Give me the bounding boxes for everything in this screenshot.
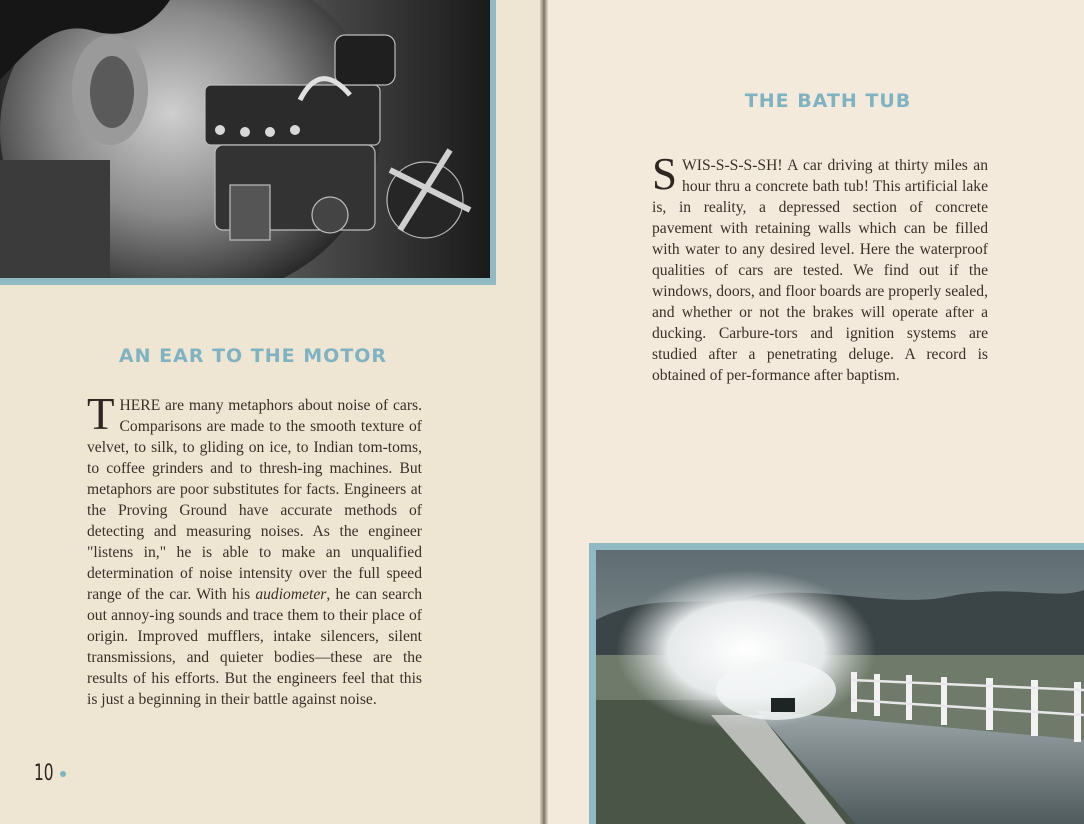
engine-listening-photo: [0, 0, 490, 278]
left-page: [0, 0, 540, 824]
right-heading: THE BATH TUB: [744, 90, 912, 112]
left-heading: AN EAR TO THE MOTOR: [118, 345, 388, 367]
page-number: 10: [34, 761, 54, 786]
right-body-content: WIS-S-S-S-SH! A car driving at thirty miles an hour thru a concrete bath tub! This artificial lake is, in reality, a depressed section of concrete pavement with retaining walls which can be filled with water to any desired level. Here the waterproof qualities of cars are tested. We find out if the windows, doors, and floor boards are properly sealed, and whether or not the brakes will operate after a ducking. Carbure-tors and ignition systems are studied after a penetrating deluge. A record is obtained of per-formance after baptism.: [652, 157, 988, 384]
left-body-italic: audiometer: [255, 586, 327, 603]
left-dropcap: T: [87, 389, 115, 439]
left-body-part2: , he can search out annoy-ing sounds and trace them to their place of origin. Improved mufflers, intake silencers, silent transmissions, and quieter bodies—these are the results of his efforts. But the engineers feel that this is just a beginning in their battle against noise.: [87, 586, 422, 708]
page-number-dot: [60, 771, 66, 777]
left-body-text: [87, 389, 422, 710]
left-body-part1: HERE are many metaphors about noise of cars. Comparisons are made to the smooth texture of velvet, to silk, to gliding on ice, to Indian tom-toms, to coffee grinders and to thresh-ing machines. But metaphors are poor substitutes for facts. Engineers at the Proving Ground have accurate methods of detecting and measuring noises. As the engineer "listens in," he is able to make an unqualified determination of noise intensity over the full speed range of the car. With his: [87, 397, 422, 603]
right-dropcap: S: [652, 149, 678, 199]
bathtub-splash-photo: [596, 550, 1084, 824]
right-page: [548, 0, 1084, 824]
right-body-text: [652, 149, 988, 386]
book-gutter: [540, 0, 548, 824]
